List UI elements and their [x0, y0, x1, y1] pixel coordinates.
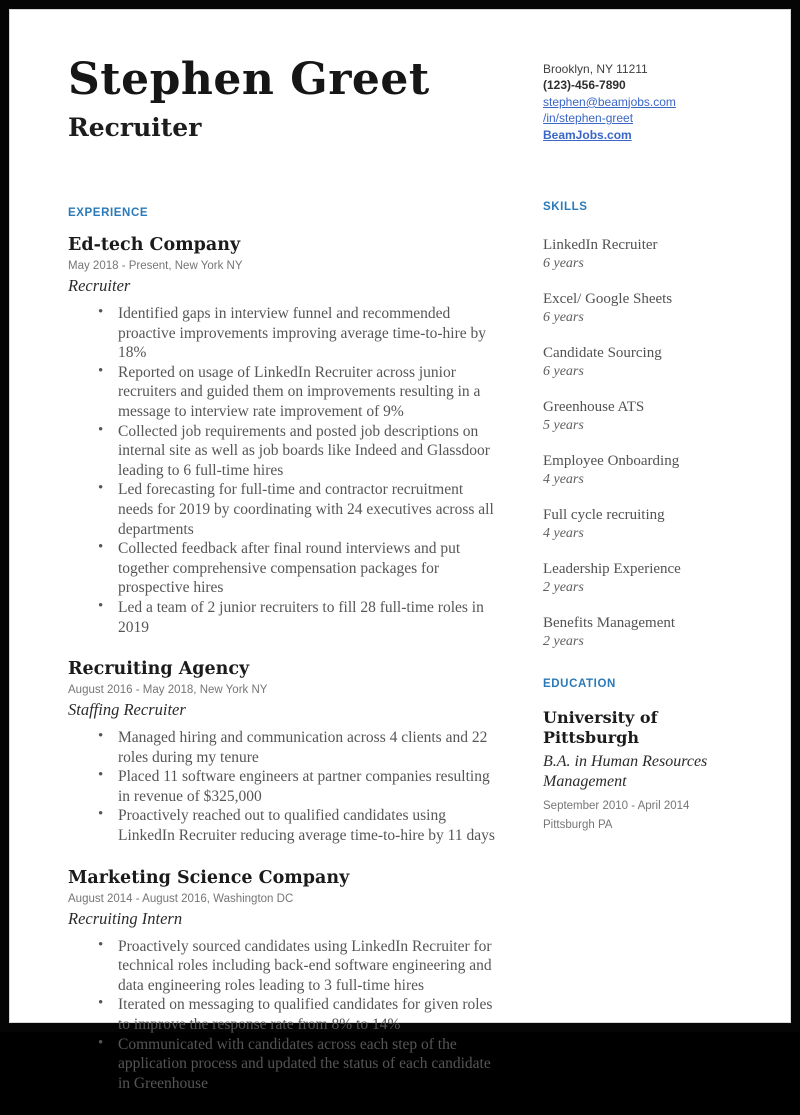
skill-name: Full cycle recruiting — [543, 507, 665, 523]
contact-email-link[interactable]: stephen@beamjobs.com — [543, 94, 676, 109]
skill-name: Excel/ Google Sheets — [543, 291, 673, 307]
contact-block — [543, 49, 751, 201]
job-role: Recruiter — [68, 276, 131, 295]
skill-item — [543, 453, 751, 488]
skill-item — [543, 291, 751, 326]
bullet-item: • Led forecasting for full-time and contractor recruitment needs for 2019 by coordinating with 24 executives across all departments — [68, 480, 498, 539]
bullet-item: • Identified gaps in interview funnel and recommended proactive improvements improving average time-to-hire by 18% — [68, 304, 498, 363]
education-section — [543, 678, 751, 831]
skill-name: Employee Onboarding — [543, 453, 680, 469]
bullet-item: • Placed 11 software engineers at partner companies resulting in revenue of $325,000 — [68, 767, 498, 806]
contact-phone: (123)-456-7890 — [543, 78, 626, 93]
skill-item — [543, 615, 751, 650]
skill-years: 2 years — [543, 580, 584, 595]
skill-years: 5 years — [543, 418, 584, 433]
job-dates-location: May 2018 - Present, New York NY — [68, 260, 243, 272]
contact-linkedin-link[interactable]: /in/stephen-greet — [543, 111, 634, 126]
education-dates: September 2010 - April 2014 — [543, 800, 690, 813]
person-job-title: Recruiter — [68, 113, 202, 143]
education-degree: B.A. in Human Resources Management — [543, 753, 708, 790]
job-company: Marketing Science Company — [68, 867, 350, 888]
bullet-item: • Proactively reached out to qualified candidates using LinkedIn Recruiter reducing average time-to-hire by 11 days — [68, 806, 498, 845]
job-entry — [68, 235, 498, 637]
page-content — [9, 9, 791, 1115]
contact-location: Brooklyn, NY 11211 — [543, 62, 648, 76]
job-dates-location: August 2014 - August 2016, Washington DC — [68, 892, 294, 905]
right-column — [543, 49, 751, 1115]
job-role: Staffing Recruiter — [68, 700, 186, 720]
job-company: Ed-tech Company — [68, 235, 241, 255]
bullet-item: • Iterated on messaging to qualified candidates for given roles to improve the response rate from 8% to 14% — [68, 995, 498, 1034]
skill-years: 6 years — [543, 310, 584, 325]
skill-years: 4 years — [543, 526, 584, 541]
education-school: University of Pittsburgh — [543, 708, 658, 747]
skill-years: 4 years — [543, 472, 584, 487]
job-entry — [68, 868, 498, 1094]
education-location: Pittsburgh PA — [543, 819, 613, 832]
experience-heading: EXPERIENCE — [68, 207, 149, 219]
education-heading: EDUCATION — [543, 678, 616, 690]
job-bullet-list — [68, 937, 498, 1094]
bullet-item: • Communicated with candidates across each step of the application process and updated the status of each candidate in Greenhouse — [68, 1035, 498, 1094]
skill-name: Leadership Experience — [543, 561, 681, 577]
bullet-item: • Reported on usage of LinkedIn Recruiter across junior recruiters and guided them on improvements resulting in a message to interview rate improvement of 9% — [68, 363, 498, 422]
bullet-item: • Collected job requirements and posted job descriptions on internal site as well as job boards like Indeed and Glassdoor leading to 6 full-time hires — [68, 422, 498, 481]
bullet-item: • Led a team of 2 junior recruiters to fill 28 full-time roles in 2019 — [68, 598, 498, 637]
skill-name: LinkedIn Recruiter — [543, 237, 658, 253]
job-role: Recruiting Intern — [68, 908, 183, 928]
job-dates-location: August 2016 - May 2018, New York NY — [68, 684, 268, 697]
skills-list — [543, 237, 751, 650]
skill-name: Benefits Management — [543, 615, 676, 631]
header-block — [68, 55, 498, 207]
bullet-item: • Proactively sourced candidates using LinkedIn Recruiter for technical roles including back-end software engineering and data engineering roles leading to 3 full-time hires — [68, 937, 498, 996]
skill-item — [543, 237, 751, 272]
skill-item — [543, 561, 751, 596]
skill-name: Greenhouse ATS — [543, 399, 645, 415]
skill-item — [543, 345, 751, 380]
skills-heading: SKILLS — [543, 201, 588, 213]
job-bullet-list — [68, 304, 498, 637]
skill-years: 2 years — [543, 634, 584, 649]
job-company: Recruiting Agency — [68, 659, 250, 680]
job-entry — [68, 659, 498, 846]
left-column — [68, 49, 498, 1115]
bullet-item: • Managed hiring and communication across 4 clients and 22 roles during my tenure — [68, 728, 498, 767]
skill-item — [543, 399, 751, 434]
skill-item — [543, 507, 751, 542]
person-name: Stephen Greet — [68, 54, 430, 105]
skill-years: 6 years — [543, 364, 584, 379]
contact-website-link[interactable]: BeamJobs.com — [543, 127, 632, 142]
skill-years: 6 years — [543, 256, 584, 271]
bullet-item: • Collected feedback after final round interviews and put together comprehensive compensation packages for prospective hires — [68, 539, 498, 598]
job-bullet-list — [68, 728, 498, 846]
skill-name: Candidate Sourcing — [543, 345, 662, 361]
